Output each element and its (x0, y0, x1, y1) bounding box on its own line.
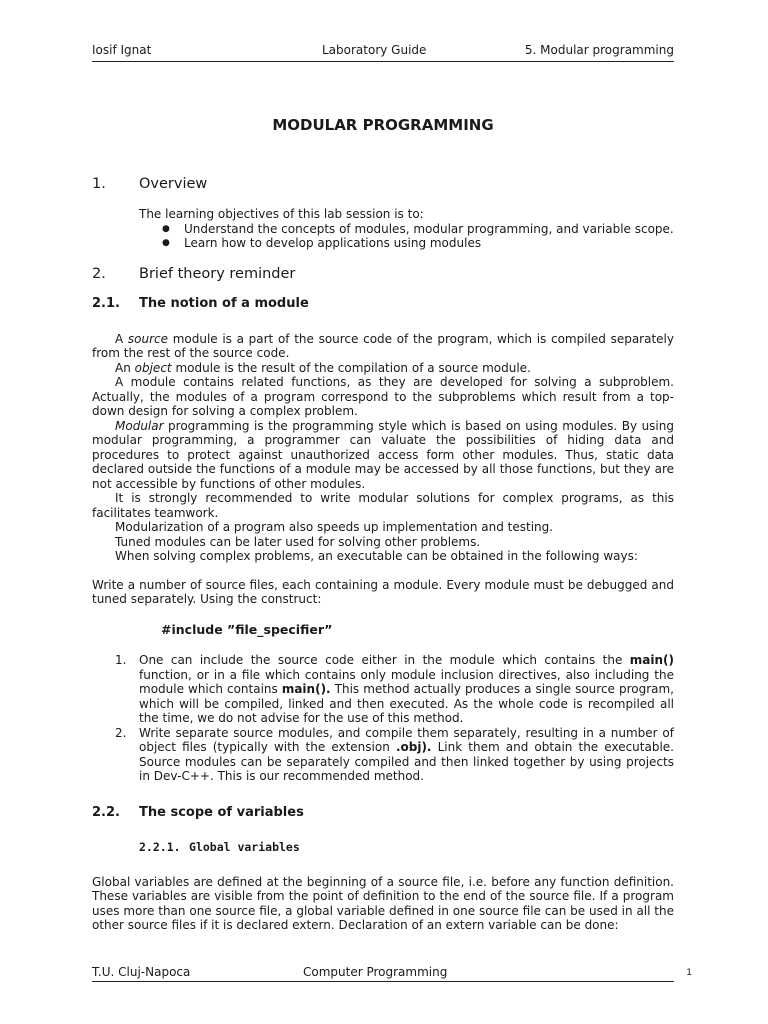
section-number: 1. (92, 175, 106, 192)
paragraph-modularization: Modularization of a program also speeds up implementation and testing. (115, 520, 554, 534)
header-guide: Laboratory Guide (322, 43, 427, 57)
footer-institution: T.U. Cluj-Napoca (92, 965, 191, 979)
page-header (92, 43, 674, 62)
section-overview-heading (92, 177, 674, 192)
code-include-directive: #include ”file_specifier” (161, 621, 333, 637)
text-run: An (115, 360, 135, 375)
section-title: Overview (139, 175, 208, 192)
subsection-number: 2.1. (92, 296, 120, 311)
code-term: main(). (281, 682, 331, 696)
section-title: Brief theory reminder (139, 265, 296, 282)
section-theory-heading (92, 267, 674, 282)
paragraph-teamwork: It is strongly recommended to write modular solutions for complex programs, as this facilitates teamwork. (92, 491, 674, 520)
text-run: function, or in a file which contains only module inclusion directives, also including the module which contains (139, 667, 674, 696)
subsection-title: The scope of variables (139, 804, 304, 820)
footer-course: Computer Programming (303, 965, 448, 979)
paragraph-source-files: Write a number of source files, each containing a module. Every module must be debugged and tuned separately. Using the construct: (92, 577, 674, 606)
text-run: programming is the programming style which is based on using modules. By using modular programming, a programmer can valuate the possibilities of hiding data and procedures to protect against unauthorized access form other modules. Thus, static data declared outside the functions of a module may be accessed by all those functions, but they are not accessible by functions of other modules. (92, 418, 674, 491)
methods-list (115, 653, 674, 784)
subsection-module-heading (92, 297, 674, 312)
list-item: ● Learn how to develop applications using modules (162, 236, 674, 251)
list-item (115, 726, 674, 784)
objectives-list (162, 222, 674, 251)
subsection-title: The notion of a module (139, 296, 309, 311)
code-term: main() (629, 653, 674, 667)
emphasis: Modular (115, 418, 164, 433)
emphasis: source (127, 331, 169, 346)
paragraph-modular-programming (92, 419, 674, 492)
item-number: 2. (115, 725, 127, 740)
document-body (92, 118, 674, 933)
paragraph-tuned-modules: Tuned modules can be later used for solving other problems. (115, 534, 481, 549)
paragraph-source-module (92, 332, 674, 361)
page-number: 1 (686, 968, 692, 978)
list-item (115, 653, 674, 726)
subsection-number: 2.2. (92, 804, 120, 820)
text-run: module is a part of the source code of the program, which is compiled separately from the rest of the source code. (92, 331, 674, 360)
paragraph-module-contents: A module contains related functions, as they are developed for solving a subproblem. Actually, the modules of a program correspond to the subproblems which result from a top-down design for solving a complex problem. (92, 375, 674, 418)
text-run: Link them and obtain the executable. Source modules can be separately compiled and then linked together by using projects in Dev-C++. This is our recommended method. (139, 740, 674, 783)
subsection-scope-heading (92, 806, 674, 821)
subsubsection-title: Global variables (189, 840, 300, 854)
header-author: Iosif Ignat (92, 43, 152, 57)
item-number: 1. (115, 653, 127, 667)
paragraph-object-module (92, 361, 674, 376)
code-term: .obj). (395, 740, 432, 754)
document-title: MODULAR PROGRAMMING (272, 116, 494, 134)
text-run: One can include the source code either in the module which contains the (139, 653, 630, 667)
text-run: Write separate source modules, and compile them separately, resulting in a number of object files (typically with the extension (139, 725, 674, 754)
spacer (92, 564, 674, 578)
list-item: ● Understand the concepts of modules, modular programming, and variable scope. (162, 222, 674, 237)
overview-intro: The learning objectives of this lab session is to: (139, 207, 424, 221)
subsubsection-number: 2.2.1. (139, 840, 181, 854)
paragraph-complex-problems: When solving complex problems, an executable can be obtained in the following ways: (115, 549, 638, 563)
header-chapter: 5. Modular programming (524, 43, 674, 57)
emphasis: object (134, 360, 172, 375)
text-run: module is the result of the compilation of a source module. (171, 360, 531, 375)
text-run: This method actually produces a single source program, which will be compiled, linked and then executed. As the whole code is recompiled all the time, we do not advise for the use of this method. (139, 682, 674, 725)
section-number: 2. (92, 265, 106, 282)
paragraph-global-variables: Global variables are defined at the beginning of a source file, i.e. before any function definition. These variables are visible from the point of definition to the end of the source file. If a program uses more than one source file, a global variable defined in one source file can be used in all the other source files if it is declared extern. Declaration of an extern variable can be done: (92, 874, 674, 932)
page-footer (92, 965, 692, 982)
subsubsection-global-heading (139, 840, 674, 855)
text-run: A (115, 331, 128, 346)
